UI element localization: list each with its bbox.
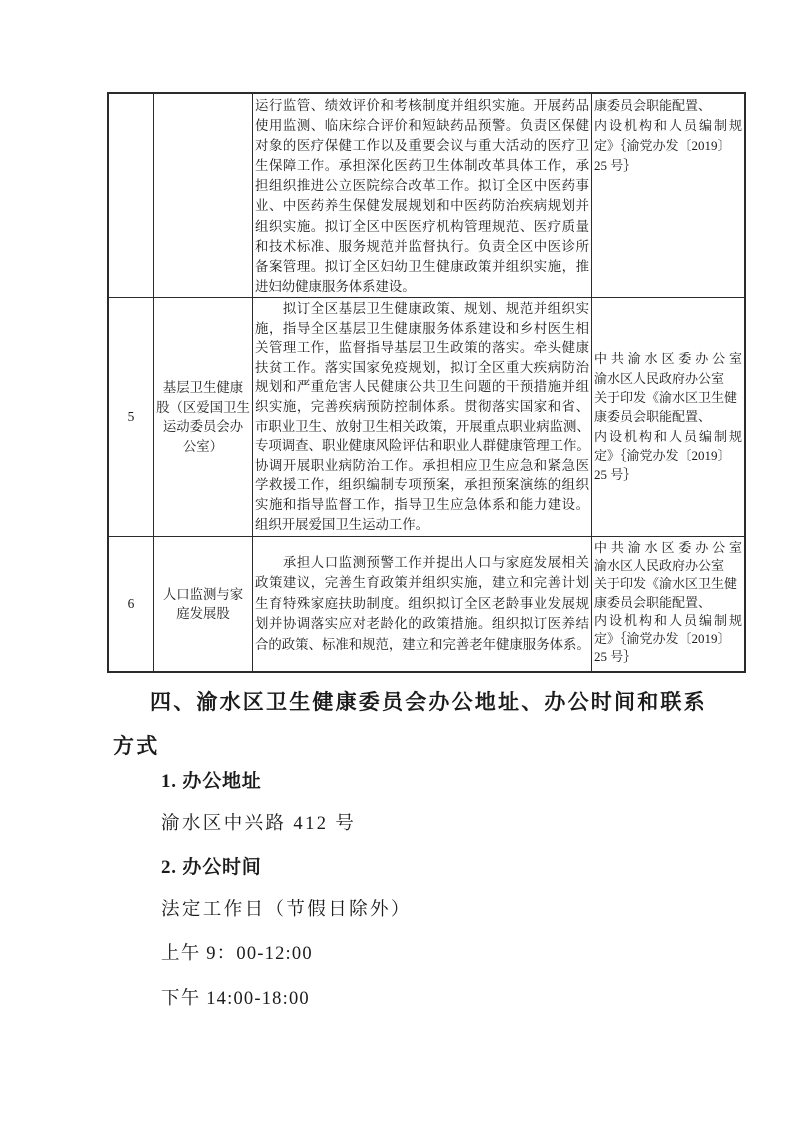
- table-cell-basis-document: 康委员会职能配置、 内设机构和人员编制规 定》｛渝党办发〔2019〕 25 号｝: [592, 94, 744, 298]
- table-cell-department-name: [154, 94, 253, 298]
- subheading-office-address: 1. 办公地址: [161, 771, 262, 792]
- table-cell-row-number: [109, 94, 154, 298]
- table-cell-department-name: 人口监测与家 庭发展股: [154, 537, 253, 671]
- morning-hours-text: 上午 9：00-12:00: [161, 944, 313, 964]
- table-cell-duties: 承担人口监测预警工作并提出人口与家庭发展相关 政策建议，完善生育政策并组织实施，建立和完善计划 生育特殊家庭扶助制度。组织拟订全区老龄事业发展规 划并协调落实应对老龄化的政策措施。组织拟订医养结 合的政策、标准和规范，建立和完善老年健康服务体系。: [253, 537, 592, 671]
- section-heading-line1: 四、渝水区卫生健康委员会办公地址、办公时间和联系: [150, 690, 707, 714]
- table-cell-department-name: 基层卫生健康 股（区爱国卫生 运动委员会办 公室）: [154, 298, 253, 537]
- table-cell-basis-document: 中共渝水区委办公室 渝水区人民政府办公室 关于印发《渝水区卫生健 康委员会职能配置、 内设机构和人员编制规 定》｛渝党办发〔2019〕 25 号｝: [592, 298, 744, 537]
- subheading-office-hours: 2. 办公时间: [161, 857, 262, 878]
- table-cell-basis-document: 中共渝水区委办公室 渝水区人民政府办公室 关于印发《渝水区卫生健 康委员会职能配置、 内设机构和人员编制规 定》｛渝党办发〔2019〕 25 号｝: [594, 540, 742, 665]
- table-cell-duties: 运行监管、绩效评价和考核制度并组织实施。开展药品 使用监测、临床综合评价和短缺药品预警。负责区保健 对象的医疗保健工作以及重要会议与重大活动的医疗卫 生保障工作。承担深化医药卫生体制改革具体工作，承 担组织推进公立医院综合改革工作。拟订全区中医药事 业、中医药养生保健发展规划和中医药防治疾病规划并 组织实施。拟订全区中医医疗机构管理规范、医疗质量 和技术标准、服务规范并监督执行。负责全区中医诊所 备案管理。拟订全区妇幼卫生健康政策并组织实施，推 进妇幼健康服务体系建设。: [253, 94, 592, 298]
- table-cell-row-number: 6: [109, 537, 154, 671]
- section-heading-line2: 方式: [113, 734, 160, 758]
- afternoon-hours-text: 下午 14:00-18:00: [161, 989, 310, 1009]
- table-cell-row-number: 5: [109, 298, 154, 537]
- workdays-text: 法定工作日（节假日除外）: [161, 900, 412, 920]
- table-cell-duties: 拟订全区基层卫生健康政策、规划、规范并组织实 施，指导全区基层卫生健康服务体系建设和乡村医生相 关管理工作，监督指导基层卫生政策的落实。牵头健康 扶贫工作。落实国家免疫规划，拟订全区重大疾病防治 规划和严重危害人民健康公共卫生问题的干预措施并组 织实施，完善疾病预防控制体系。贯彻落实国家和省、 市职业卫生、放射卫生相关政策，开展重点职业病监测、 专项调查、职业健康风险评估和职业人群健康管理工作。 协调开展职业病防治工作。承担相应卫生应急和紧急医 学救援工作，组织编制专项预案，承担预案演练的组织 实施和指导监督工作，指导卫生应急体系和能力建设。 组织开展爱国卫生运动工作。: [253, 298, 592, 537]
- office-address-text: 渝水区中兴路 412 号: [161, 814, 357, 834]
- department-duties-table: [107, 92, 746, 673]
